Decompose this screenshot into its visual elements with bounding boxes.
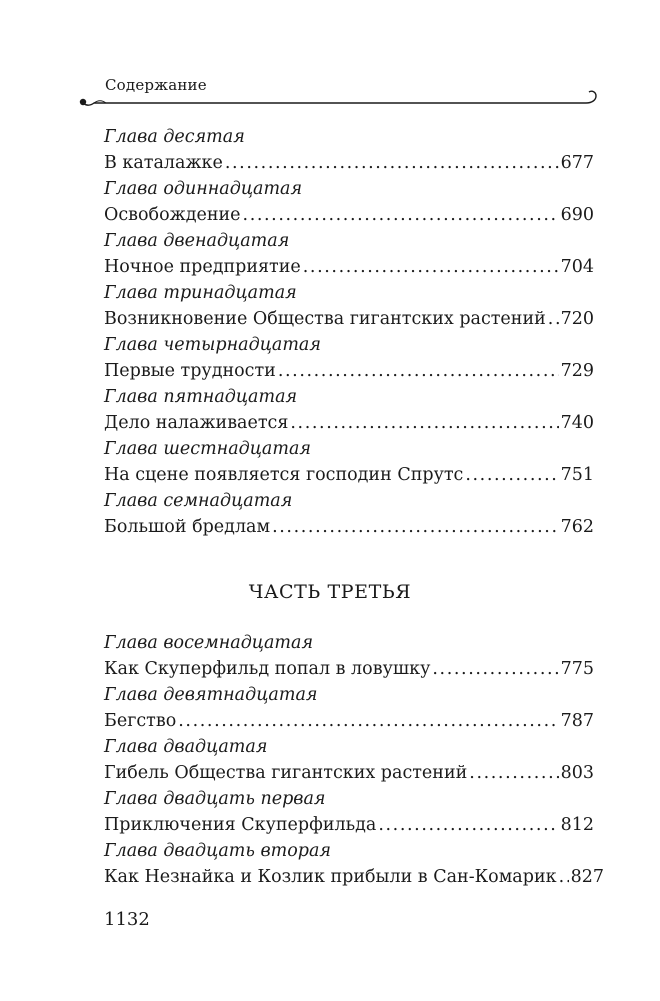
chapter-title: Возникновение Общества гигантских растений: [104, 309, 546, 329]
chapter-title: Первые трудности: [104, 361, 276, 381]
chapter-heading: Глава двадцатая: [104, 737, 268, 757]
chapter-title: Ночное предприятие: [104, 257, 301, 277]
toc-line: [104, 202, 594, 228]
chapter-title: В каталажке: [104, 153, 223, 173]
toc-line: [104, 306, 594, 332]
toc-entry: [104, 280, 594, 332]
chapter-heading: Глава девятнадцатая: [104, 685, 318, 705]
toc-entry: [104, 786, 594, 838]
toc-line: [104, 150, 594, 176]
chapter-page-number: 787: [560, 711, 594, 731]
part-three-title: ЧАСТЬ ТРЕТЬЯ: [248, 581, 412, 603]
chapter-title: Гибель Общества гигантских растений: [104, 763, 468, 783]
chapter-heading: Глава тринадцатая: [104, 283, 297, 303]
toc-line: [104, 864, 604, 890]
toc-entry: [104, 682, 594, 734]
chapter-page-number: 827: [570, 867, 604, 887]
chapter-title: Освобождение: [104, 205, 241, 225]
chapter-heading: Глава четырнадцатая: [104, 335, 321, 355]
toc-line: [104, 514, 594, 540]
chapter-title: Бегство: [104, 711, 177, 731]
toc-entry: [104, 176, 594, 228]
chapter-heading: Глава шестнадцатая: [104, 439, 311, 459]
chapter-page-number: 720: [560, 309, 594, 329]
toc-entry: [104, 228, 594, 280]
toc-entry: [104, 488, 594, 540]
toc-entry: [104, 838, 604, 890]
toc-entry: [104, 630, 594, 682]
chapter-title: Дело налаживается: [104, 413, 289, 433]
dot-leader: [178, 708, 558, 734]
chapter-heading: Глава десятая: [104, 127, 245, 147]
chapter-page-number: 812: [560, 815, 594, 835]
toc-line: [104, 708, 594, 734]
chapter-heading: Глава двадцать первая: [104, 789, 326, 809]
chapter-title: Как Скуперфильд попал в ловушку: [104, 659, 431, 679]
toc-entry: [104, 734, 594, 786]
chapter-heading: Глава одиннадцатая: [104, 179, 303, 199]
chapter-page-number: 740: [560, 413, 594, 433]
dot-leader: [272, 514, 558, 540]
dot-leader: [303, 254, 559, 280]
chapter-page-number: 762: [560, 517, 594, 537]
toc-line: [104, 410, 594, 436]
chapter-title: Приключения Скуперфильда: [104, 815, 377, 835]
toc-part-two: [104, 124, 594, 540]
toc-line: [104, 760, 594, 786]
toc-line: [104, 812, 594, 838]
chapter-heading: Глава пятнадцатая: [104, 387, 298, 407]
chapter-page-number: 729: [560, 361, 594, 381]
chapter-title: Большой бредлам: [104, 517, 271, 537]
dot-leader: [432, 656, 558, 682]
dot-leader: [290, 410, 558, 436]
chapter-heading: Глава двенадцатая: [104, 231, 290, 251]
dot-leader: [378, 812, 558, 838]
toc-entry: [104, 124, 594, 176]
toc-entry: [104, 332, 594, 384]
chapter-page-number: 751: [560, 465, 594, 485]
toc-line: [104, 254, 594, 280]
chapter-title: На сцене появляется господин Спрутс: [104, 465, 464, 485]
dot-leader: [548, 306, 559, 332]
toc-line: [104, 358, 594, 384]
toc-part-three: [104, 630, 604, 890]
chapter-page-number: 677: [560, 153, 594, 173]
header-title: Содержание: [105, 76, 207, 94]
chapter-heading: Глава двадцать вторая: [104, 841, 332, 861]
toc-line: [104, 462, 594, 488]
toc-line: [104, 656, 594, 682]
chapter-page-number: 775: [560, 659, 594, 679]
toc-entry: [104, 384, 594, 436]
dot-leader: [559, 864, 569, 890]
chapter-title: Как Незнайка и Козлик прибыли в Сан-Комарик: [104, 867, 557, 887]
dot-leader: [465, 462, 558, 488]
chapter-heading: Глава семнадцатая: [104, 491, 293, 511]
dot-leader: [469, 760, 558, 786]
chapter-page-number: 690: [560, 205, 594, 225]
chapter-page-number: 803: [560, 763, 594, 783]
dot-leader: [243, 202, 559, 228]
chapter-page-number: 704: [560, 257, 594, 277]
page-number: 1132: [104, 909, 150, 930]
dot-leader: [278, 358, 559, 384]
dot-leader: [225, 150, 559, 176]
toc-entry: [104, 436, 594, 488]
chapter-heading: Глава восемнадцатая: [104, 633, 314, 653]
ornamental-rule-icon: [74, 88, 608, 112]
